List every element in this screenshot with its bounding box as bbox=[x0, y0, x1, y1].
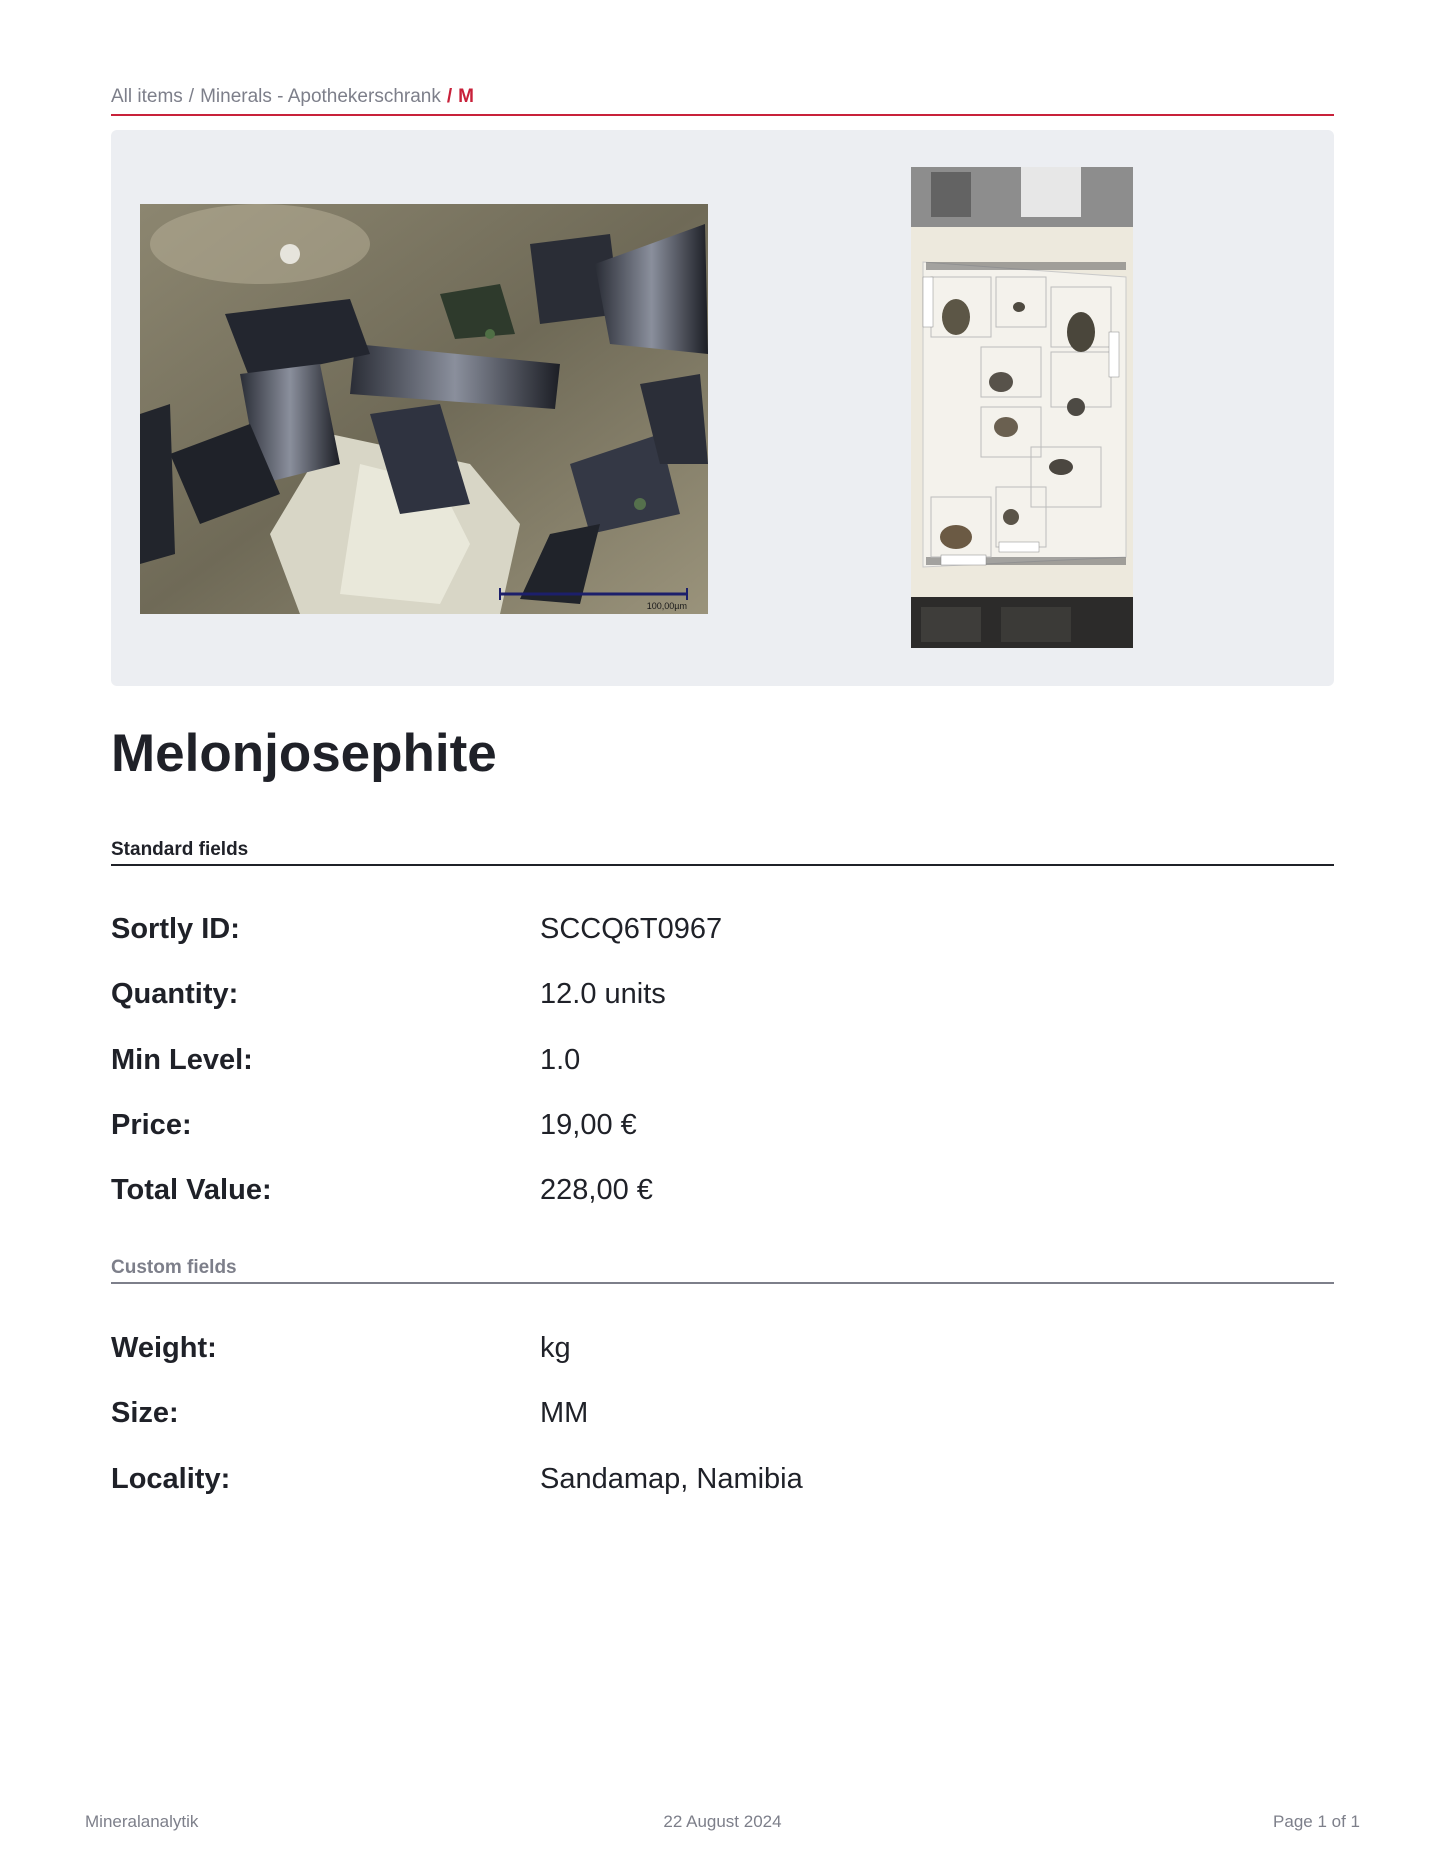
field-row-weight bbox=[111, 1323, 1334, 1388]
field-label: Size: bbox=[111, 1397, 179, 1430]
field-label: Sortly ID: bbox=[111, 913, 240, 945]
field-label: Quantity: bbox=[111, 978, 239, 1011]
breadcrumb-current: M bbox=[458, 86, 474, 107]
breadcrumb bbox=[111, 84, 1334, 116]
field-value: MM bbox=[540, 1397, 589, 1430]
cabinet-image bbox=[911, 167, 1133, 648]
field-row-total-value bbox=[111, 1165, 1334, 1230]
item-photo-microscope[interactable] bbox=[140, 204, 708, 614]
field-label: Total Value: bbox=[111, 1174, 272, 1207]
microscope-image bbox=[140, 204, 708, 614]
breadcrumb-link-folder[interactable]: Minerals - Apothekerschrank bbox=[200, 86, 441, 107]
photo-gallery bbox=[111, 130, 1334, 686]
field-value: 12.0 units bbox=[540, 978, 666, 1011]
field-value: Sandamap, Namibia bbox=[540, 1462, 803, 1495]
item-photo-cabinet[interactable] bbox=[911, 167, 1133, 648]
field-row-min-level bbox=[111, 1035, 1334, 1100]
footer-date: 22 August 2024 bbox=[663, 1812, 782, 1831]
field-value: kg bbox=[540, 1332, 571, 1364]
field-value: 228,00 € bbox=[540, 1174, 653, 1207]
field-value: SCCQ6T0967 bbox=[540, 913, 723, 945]
field-value: 19,00 € bbox=[540, 1108, 637, 1141]
footer-page-number: Page 1 of 1 bbox=[1273, 1812, 1360, 1831]
scale-bar-label: 100,00µm bbox=[646, 601, 687, 611]
field-row-locality bbox=[111, 1454, 1334, 1519]
custom-fields-list bbox=[111, 1323, 1334, 1519]
standard-fields-heading: Standard fields bbox=[111, 838, 1334, 866]
item-title: Melonjosephite bbox=[111, 724, 497, 783]
field-row-size bbox=[111, 1388, 1334, 1453]
field-row-sortly-id bbox=[111, 904, 1334, 969]
breadcrumb-link-all-items[interactable]: All items bbox=[111, 86, 183, 107]
field-label: Weight: bbox=[111, 1332, 217, 1364]
field-row-quantity bbox=[111, 969, 1334, 1034]
field-value: 1.0 bbox=[540, 1043, 581, 1076]
field-label: Locality: bbox=[111, 1462, 231, 1495]
standard-fields-list bbox=[111, 904, 1334, 1230]
footer-company: Mineralanalytik bbox=[85, 1812, 199, 1831]
field-label: Min Level: bbox=[111, 1043, 253, 1076]
field-row-price bbox=[111, 1100, 1334, 1165]
custom-fields-heading: Custom fields bbox=[111, 1256, 1334, 1284]
field-label: Price: bbox=[111, 1108, 192, 1141]
breadcrumb-separator: / bbox=[446, 86, 453, 107]
breadcrumb-separator: / bbox=[188, 86, 195, 107]
